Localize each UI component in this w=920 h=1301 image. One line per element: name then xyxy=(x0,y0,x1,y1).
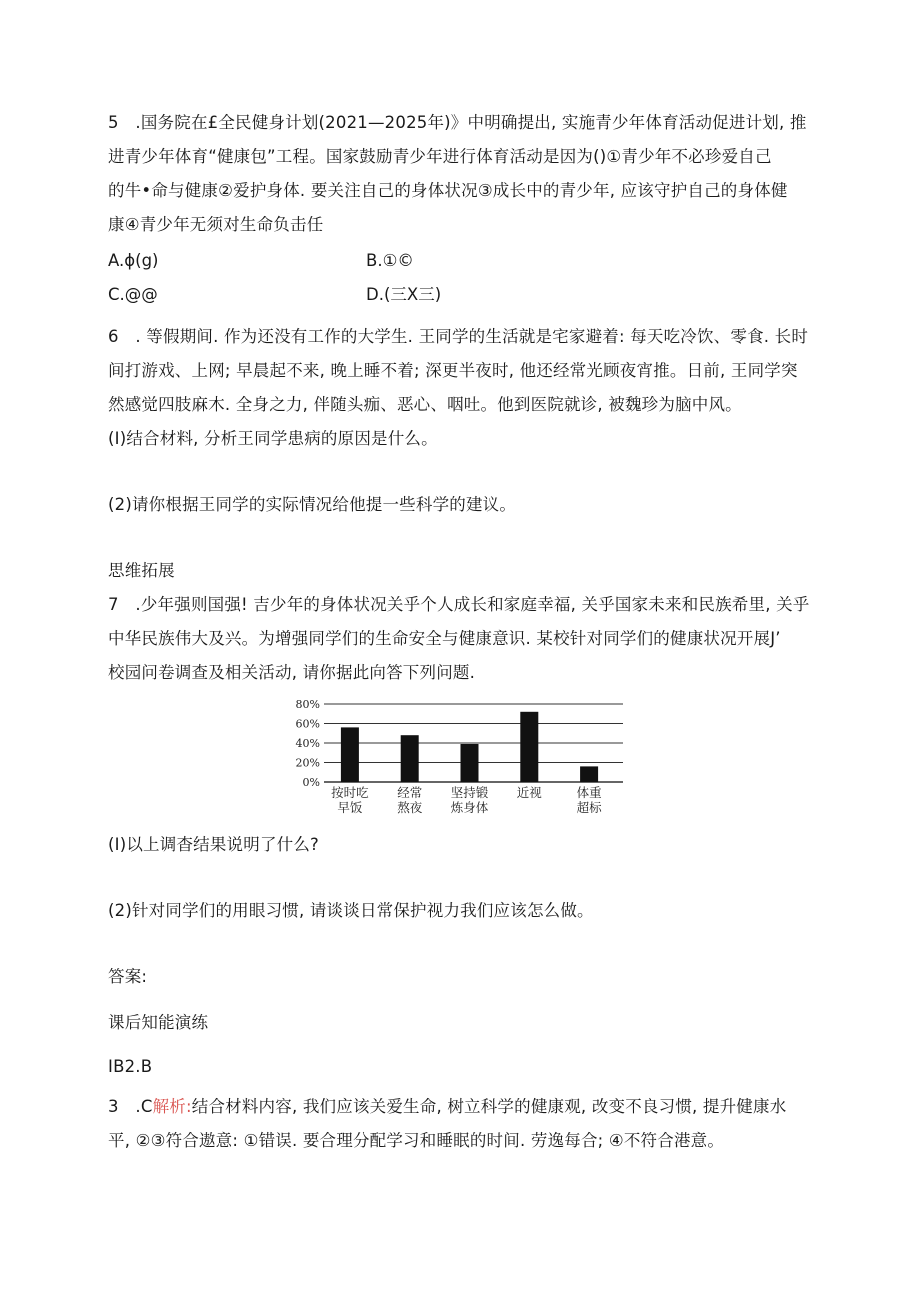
bar xyxy=(461,744,479,782)
x-category-label: 近视 xyxy=(516,785,542,800)
q6-subquestion-2: (2)请你根据王同学的实际情况给他提一些科学的建议。 xyxy=(108,495,517,514)
answer-1-2: IB2.B xyxy=(108,1057,153,1076)
x-category-label: 按时吃 xyxy=(331,785,369,800)
q5-option-c: C.@@ xyxy=(108,285,158,304)
analysis-tag: 解析: xyxy=(152,1097,192,1116)
q7-line-2: 中华民族伟大及兴。为增强同学们的生命安全与健康意识. 某校针对同学们的健康状况开展J’ xyxy=(108,629,781,648)
bar xyxy=(520,712,538,782)
q6-line-3: 然感觉四肢麻木. 全身之力, 伴随头痂、恶心、咽吐。他到医院就诊, 被魏珍为脑中风。 xyxy=(108,395,742,414)
q7-subquestion-1: (I)以上调杳结果说明了什么? xyxy=(108,835,319,854)
x-category-label: 早饭 xyxy=(337,800,363,815)
y-tick-label: 80% xyxy=(295,698,320,711)
q5-line-2: 进青少年体育“健康包”工程。国家鼓励青少年进行体育活动是因为()①青少年不必珍爱自己 xyxy=(108,147,772,166)
q7-line-3: 校园问卷调查及相关活动, 请你据此向答下列问题. xyxy=(108,663,476,682)
answer-3-text-1: 结合材料内容, 我们应该关爱生命, 树立科学的健康观, 改变不良习惯, 提升健康水 xyxy=(191,1097,787,1116)
x-category-label: 体重 xyxy=(576,785,602,800)
answer-3-line-2: 平, ②③符合遨意: ①错误. 要合理分配学习和睡眠的时间. 劳逸每合; ④不符合港意。 xyxy=(108,1131,725,1150)
x-category-label: 坚持锻 xyxy=(450,785,489,800)
q5-option-b: B.①© xyxy=(366,251,414,270)
bar xyxy=(580,766,598,782)
q5-line-3: 的牛•命与健康②爱护身体. 要关注自己的身体状况③成长中的青少年, 应该守护自己的身体健 xyxy=(108,181,788,200)
y-tick-label: 20% xyxy=(295,756,320,770)
y-tick-label: 0% xyxy=(302,776,320,789)
bar xyxy=(401,735,419,782)
q6-line-2: 间打游戏、上网; 早晨起不来, 晚上睡不着; 深更半夜时, 他还经常光顾夜宵推。日前, 王同学突 xyxy=(108,361,798,380)
q5-line-4: 康④青少年无须对生命负击任 xyxy=(108,215,324,234)
q7-line-1: 7 .少年强则国强! 吉少年的身体状况关乎个人成长和家庭幸福, 关乎国家未来和民族希里, 关乎 xyxy=(108,595,810,614)
y-tick-label: 60% xyxy=(295,717,320,731)
q7-subquestion-2: (2)针对同学们的用眼习惯, 请谈谈日常保护视力我们应该怎么做。 xyxy=(108,901,594,920)
q5-option-a: A.ϕ(g) xyxy=(108,251,159,270)
x-category-label: 超标 xyxy=(576,800,602,815)
section-heading: 思维拓展 xyxy=(108,561,175,580)
y-tick-label: 40% xyxy=(295,737,320,750)
q5-line-1: 5 .国务院在£全民健身计划(2021—2025年)》中明确提出, 实施青少年体育活动促进计划, 推 xyxy=(108,113,807,132)
q6-line-1: 6 . 等假期间. 作为还没有工作的大学生. 王同学的生活就是宅家避着: 每天吃冷饮、零食. 长时 xyxy=(108,327,809,346)
answer-3-line-1 xyxy=(108,1096,786,1118)
q5-option-d: D.(三X三) xyxy=(366,285,442,304)
answer-3-number: 3 .C xyxy=(108,1097,153,1116)
x-category-label: 熬夜 xyxy=(397,800,423,815)
answers-section-title: 课后知能演练 xyxy=(108,1013,209,1032)
x-category-label: 炼身体 xyxy=(450,800,489,815)
answers-label: 答案: xyxy=(108,967,148,986)
q6-subquestion-1: (I)结合材料, 分析王同学患病的原因是什么。 xyxy=(108,429,438,448)
health-survey-bar-chart xyxy=(288,692,633,822)
bar xyxy=(341,727,359,782)
x-category-label: 经常 xyxy=(397,785,423,800)
